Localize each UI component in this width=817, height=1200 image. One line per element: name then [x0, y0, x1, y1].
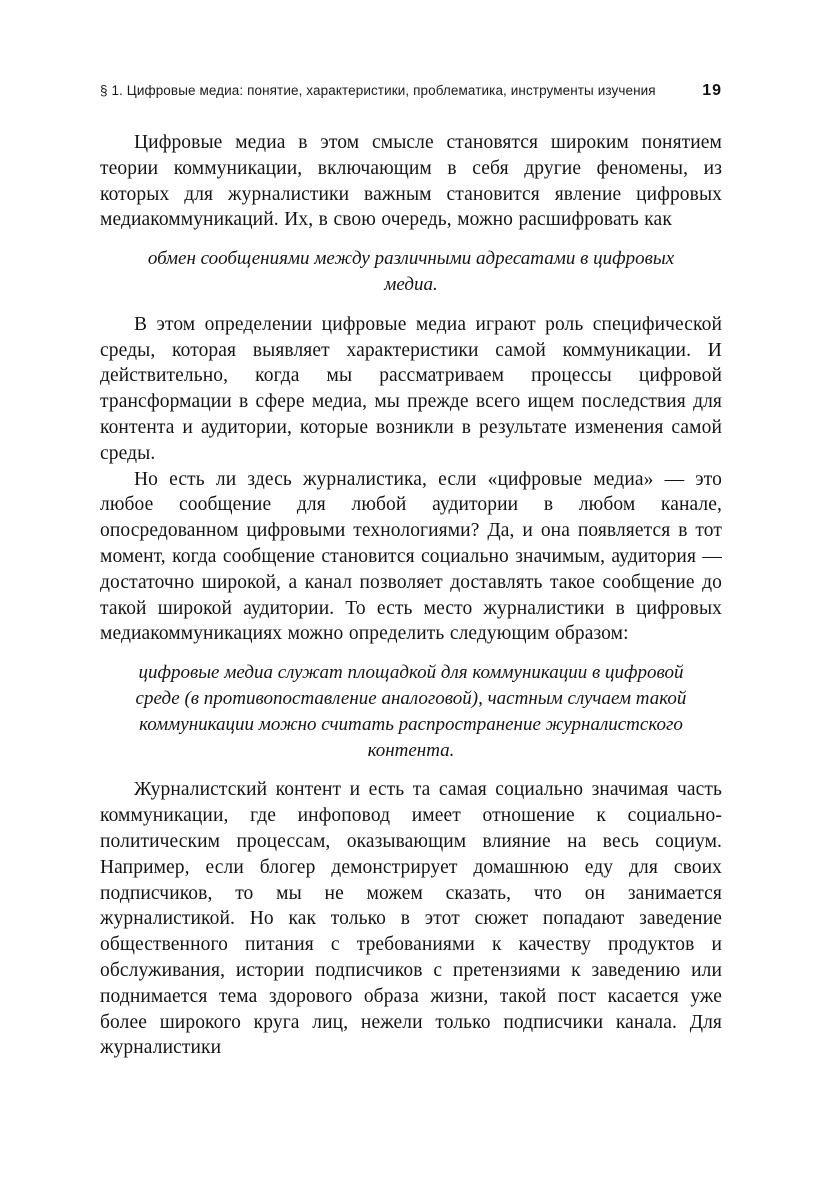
- paragraph: Журналистский контент и есть та самая социально значимая часть коммуникации, где инфоповод имеет отношение к социально-политическим процессам, оказывающим влияние на весь социум. Например, если блогер демонстрирует домашнюю еду для своих подписчиков, то мы не можем сказать, что он занимается журналистикой. Но как только в этот сюжет попадают заведение общественного питания с требованиями к качеству продуктов и обслуживания, истории подписчиков с претензиями к заведению или поднимается тема здорового образа жизни, такой пост касается уже более широкого круга лиц, нежели только подписчики канала. Для журналистики: [100, 779, 722, 1059]
- paragraph: Но есть ли здесь журналистика, если «цифровые медиа» — это любое сообщение для любой аудитории в любом канале, опосредованном цифровыми технологиями? Да, и она появляется в тот момент, когда сообщение становится социально значимым, аудитория — достаточно широкой, а канал позволяет доставлять такое сообщение до такой широкой аудитории. То есть место журналистики в цифровых медиакоммуникациях можно определить следующим образом:: [100, 468, 722, 645]
- paragraph: Цифровые медиа в этом смысле становятся широким понятием теории коммуникации, включающим в себя другие феномены, из которых для журналистики важным становится явление цифровых медиакоммуникаций. Их, в свою очередь, можно расшифровать как: [100, 132, 722, 231]
- page-number: 19: [702, 82, 722, 99]
- running-head: [100, 82, 722, 100]
- quote-paragraph: обмен сообщениями между различными адресатами в цифровых медиа.: [147, 248, 675, 295]
- paragraph: В этом определении цифровые медиа играют роль специфической среды, которая выявляет характеристики самой коммуникации. И действительно, когда мы рассматриваем процессы цифровой трансформации в сфере медиа, мы прежде всего ищем последствия для контента и аудитории, которые возникли в результате изменения самой среды.: [100, 313, 722, 464]
- section-title: § 1. Цифровые медиа: понятие, характеристики, проблематика, инструменты изучения: [100, 83, 656, 98]
- quote-paragraph: цифровые медиа служат площадкой для коммуникации в цифровой среде (в противопоставление аналоговой), частным случаем такой коммуникации можно считать распространение журналистского контента.: [135, 662, 687, 761]
